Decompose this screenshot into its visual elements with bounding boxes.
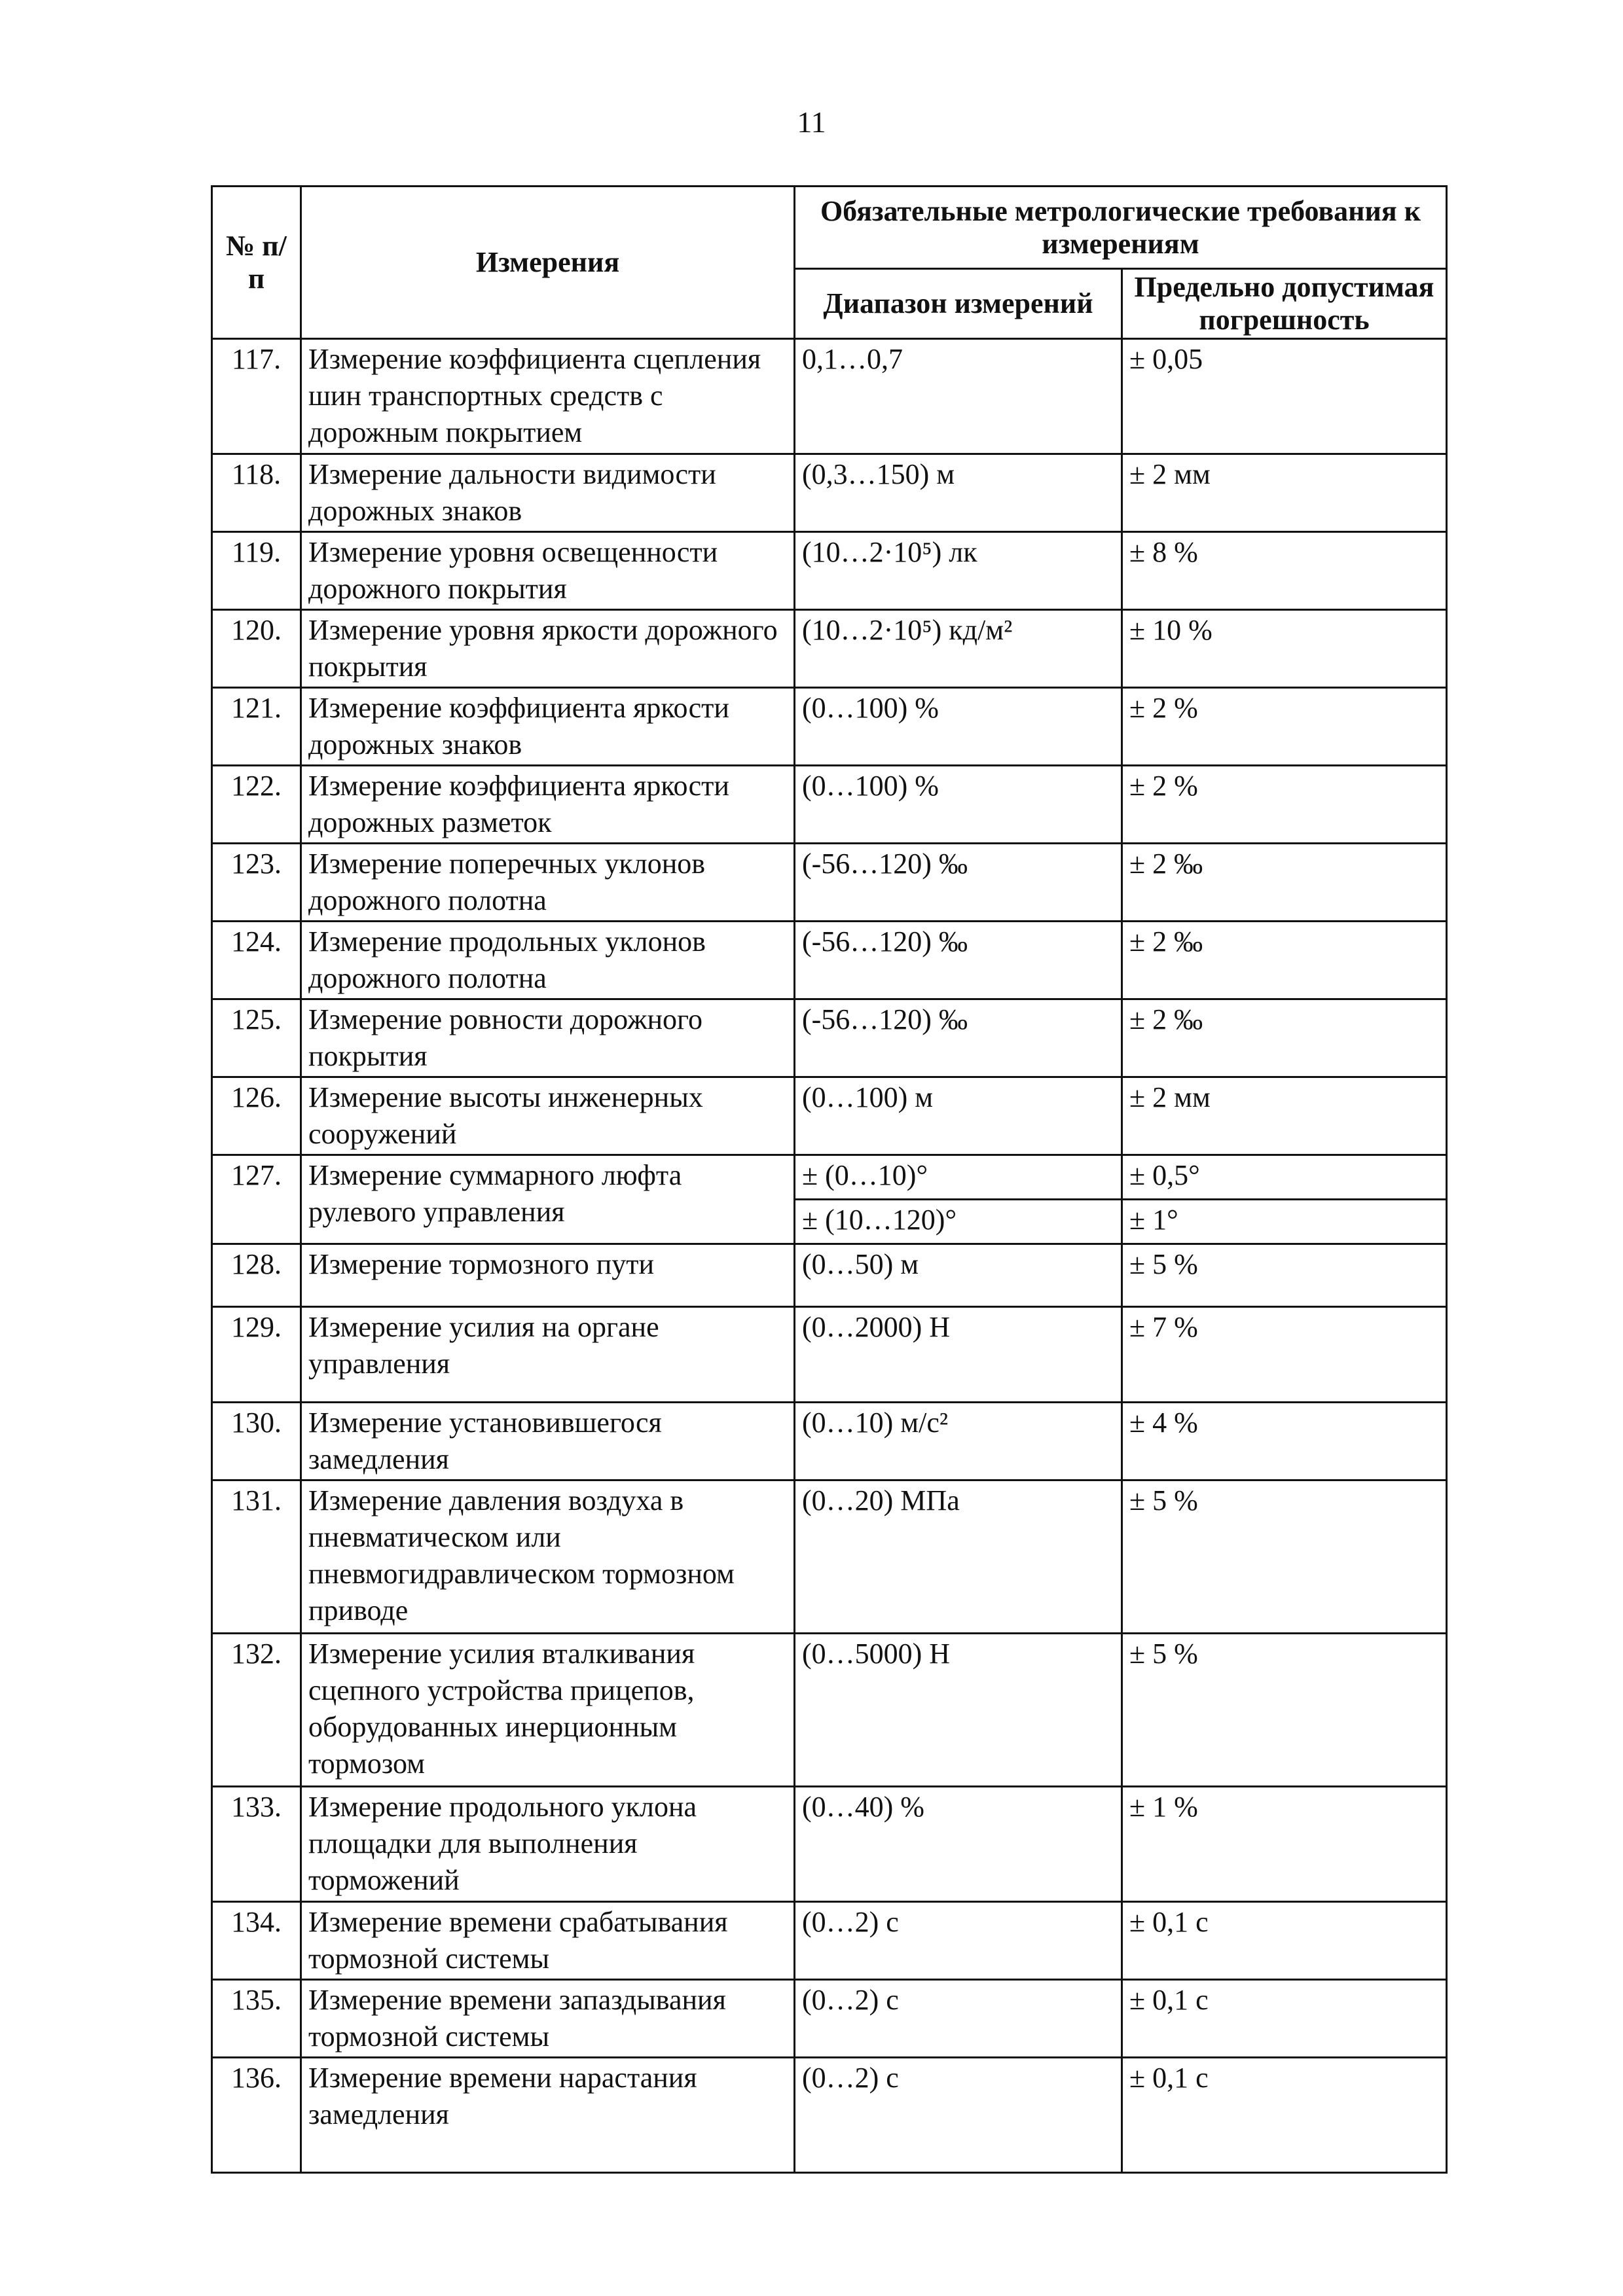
table-row (212, 922, 1447, 999)
row-number: 132. (212, 1634, 301, 1787)
row-number: 125. (212, 999, 301, 1077)
measurement-range: (0…2000) Н (795, 1307, 1122, 1403)
measurement-name: Измерение давления воздуха в пневматическом или пневмогидравлическом тормозном приводе (301, 1480, 795, 1634)
page-number: 11 (797, 105, 826, 139)
row-number: 126. (212, 1077, 301, 1155)
measurement-range: 0,1…0,7 (795, 339, 1122, 454)
table-row (212, 844, 1447, 922)
measurement-name: Измерение времени срабатывания тормозной системы (301, 1902, 795, 1980)
header-number: № п/п (212, 187, 301, 339)
table-row (212, 532, 1447, 610)
table-row (212, 1980, 1447, 2058)
permissible-error: ± 2 мм (1122, 1077, 1447, 1155)
permissible-error: ± 2 ‰ (1122, 844, 1447, 922)
table-row (212, 1902, 1447, 1980)
row-number: 117. (212, 339, 301, 454)
measurement-range: (0…40) % (795, 1787, 1122, 1902)
table-row (212, 454, 1447, 532)
row-number: 124. (212, 922, 301, 999)
table-row (212, 1787, 1447, 1902)
table-row (212, 2058, 1447, 2173)
table-row (212, 610, 1447, 688)
permissible-error: ± 2 ‰ (1122, 999, 1447, 1077)
table-row (212, 1403, 1447, 1480)
permissible-error: ± 2 мм (1122, 454, 1447, 532)
permissible-error: ± 0,5° (1122, 1155, 1447, 1200)
permissible-error: ± 2 ‰ (1122, 922, 1447, 999)
permissible-error: ± 8 % (1122, 532, 1447, 610)
row-number: 129. (212, 1307, 301, 1403)
measurement-range: (0…2) с (795, 1980, 1122, 2058)
row-number: 133. (212, 1787, 301, 1902)
measurement-name: Измерение дальности видимости дорожных знаков (301, 454, 795, 532)
table-row (212, 339, 1447, 454)
permissible-error: ± 2 % (1122, 766, 1447, 844)
measurement-range: (0…20) МПа (795, 1480, 1122, 1634)
measurement-name: Измерение суммарного люфта рулевого управления (301, 1155, 795, 1244)
permissible-error: ± 5 % (1122, 1634, 1447, 1787)
measurement-name: Измерение усилия вталкивания сцепного устройства прицепов, оборудованных инерционным тормозом (301, 1634, 795, 1787)
permissible-error: ± 5 % (1122, 1244, 1447, 1307)
row-number: 135. (212, 1980, 301, 2058)
measurement-name: Измерение усилия на органе управления (301, 1307, 795, 1403)
table-row (212, 1634, 1447, 1787)
measurement-range: (0…100) % (795, 766, 1122, 844)
row-number: 119. (212, 532, 301, 610)
measurement-name: Измерение поперечных уклонов дорожного полотна (301, 844, 795, 922)
header-range: Диапазон измерений (795, 269, 1122, 339)
measurement-range: (0…5000) Н (795, 1634, 1122, 1787)
measurement-range: (-56…120) ‰ (795, 999, 1122, 1077)
table-row (212, 1077, 1447, 1155)
measurement-range: ± (0…10)° (795, 1155, 1122, 1200)
measurement-range: (0…100) м (795, 1077, 1122, 1155)
measurement-range: (-56…120) ‰ (795, 922, 1122, 999)
row-number: 128. (212, 1244, 301, 1307)
permissible-error: ± 5 % (1122, 1480, 1447, 1634)
measurement-name: Измерение времени запаздывания тормозной системы (301, 1980, 795, 2058)
measurement-name: Измерение установившегося замедления (301, 1403, 795, 1480)
measurement-name: Измерение высоты инженерных сооружений (301, 1077, 795, 1155)
measurement-range: (10…2·10⁵) лк (795, 532, 1122, 610)
table-row (212, 1307, 1447, 1403)
row-number: 122. (212, 766, 301, 844)
measurement-range: (10…2·10⁵) кд/м² (795, 610, 1122, 688)
requirements-table (211, 185, 1448, 2174)
table-row (212, 999, 1447, 1077)
permissible-error: ± 1° (1122, 1200, 1447, 1244)
measurement-name: Измерение продольных уклонов дорожного полотна (301, 922, 795, 999)
measurement-name: Измерение ровности дорожного покрытия (301, 999, 795, 1077)
table-row (212, 1155, 1447, 1200)
measurement-range: (0,3…150) м (795, 454, 1122, 532)
measurement-name: Измерение уровня яркости дорожного покрытия (301, 610, 795, 688)
table-row (212, 688, 1447, 766)
header-error: Предельно допустимая погрешность (1122, 269, 1447, 339)
measurement-range: (0…10) м/с² (795, 1403, 1122, 1480)
measurement-name: Измерение уровня освещенности дорожного покрытия (301, 532, 795, 610)
measurement-name: Измерение коэффициента яркости дорожных разметок (301, 766, 795, 844)
measurement-name: Измерение коэффициента сцепления шин транспортных средств с дорожным покрытием (301, 339, 795, 454)
measurement-range: (0…2) с (795, 2058, 1122, 2173)
measurement-range: ± (10…120)° (795, 1200, 1122, 1244)
measurement-name: Измерение тормозного пути (301, 1244, 795, 1307)
permissible-error: ± 1 % (1122, 1787, 1447, 1902)
measurement-name: Измерение времени нарастания замедления (301, 2058, 795, 2173)
measurement-range: (0…100) % (795, 688, 1122, 766)
measurement-name: Измерение коэффициента яркости дорожных знаков (301, 688, 795, 766)
permissible-error: ± 10 % (1122, 610, 1447, 688)
row-number: 118. (212, 454, 301, 532)
row-number: 120. (212, 610, 301, 688)
permissible-error: ± 0,1 с (1122, 1980, 1447, 2058)
measurement-range: (0…2) с (795, 1902, 1122, 1980)
table-row (212, 1480, 1447, 1634)
table-body (212, 339, 1447, 2173)
table-row (212, 1244, 1447, 1307)
table-row (212, 766, 1447, 844)
header-requirements-group: Обязательные метрологические требования к измерениям (795, 187, 1447, 269)
permissible-error: ± 0,1 с (1122, 2058, 1447, 2173)
row-number: 121. (212, 688, 301, 766)
permissible-error: ± 0,05 (1122, 339, 1447, 454)
permissible-error: ± 7 % (1122, 1307, 1447, 1403)
header-measurement: Измерения (301, 187, 795, 339)
permissible-error: ± 2 % (1122, 688, 1447, 766)
row-number: 130. (212, 1403, 301, 1480)
row-number: 134. (212, 1902, 301, 1980)
row-number: 127. (212, 1155, 301, 1244)
row-number: 123. (212, 844, 301, 922)
row-number: 131. (212, 1480, 301, 1634)
row-number: 136. (212, 2058, 301, 2173)
permissible-error: ± 4 % (1122, 1403, 1447, 1480)
permissible-error: ± 0,1 с (1122, 1902, 1447, 1980)
measurement-range: (-56…120) ‰ (795, 844, 1122, 922)
measurement-range: (0…50) м (795, 1244, 1122, 1307)
measurement-name: Измерение продольного уклона площадки для выполнения торможений (301, 1787, 795, 1902)
